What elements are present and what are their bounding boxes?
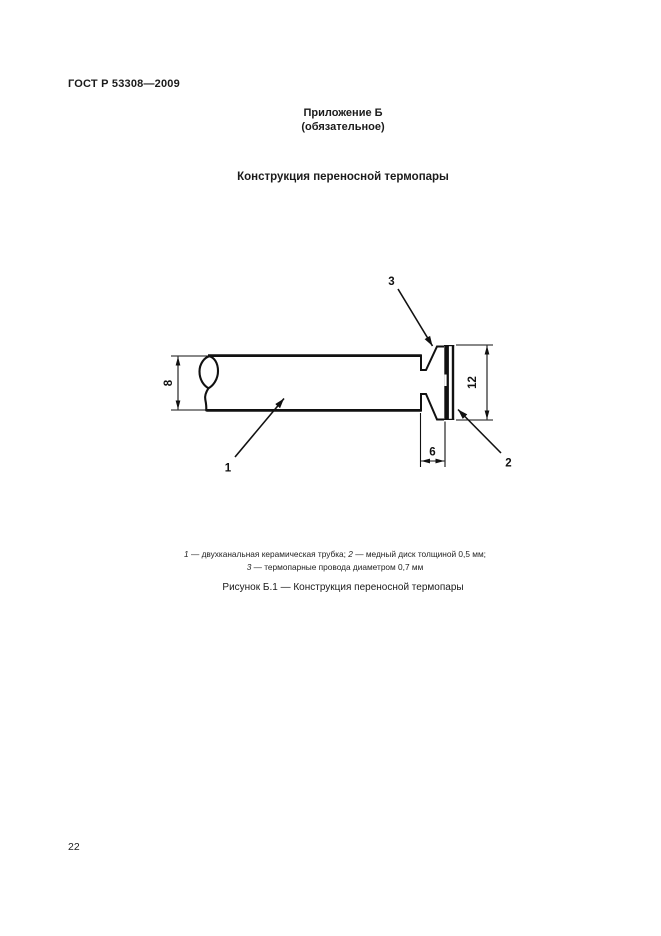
legend-num-2: 2 xyxy=(348,549,353,559)
legend-line-1 xyxy=(35,548,635,561)
legend-text-2: — медный диск толщиной 0,5 мм; xyxy=(352,549,486,559)
legend-line-2 xyxy=(35,561,635,574)
page-number: 22 xyxy=(68,841,80,853)
legend-num-1: 1 xyxy=(184,549,189,559)
legend-text-3: — термопарные провода диаметром 0,7 мм xyxy=(251,561,424,572)
callout-1-label: 1 xyxy=(224,462,232,475)
appendix-note: (обязательное) xyxy=(301,120,385,133)
thermocouple-drawing xyxy=(140,250,540,490)
wire-funnel xyxy=(421,347,444,420)
figure-caption: Рисунок Б.1 — Конструкция переносной термопары xyxy=(222,582,464,593)
ceramic-tube-outline xyxy=(207,356,422,411)
callout-1-leader xyxy=(235,399,284,458)
copper-disk xyxy=(444,345,454,420)
callout-3-leader xyxy=(398,289,433,346)
appendix-label: Приложение Б xyxy=(303,107,383,119)
standard-number: ГОСТ Р 53308—2009 xyxy=(68,78,180,90)
dimension-6-label: 6 xyxy=(429,446,436,459)
figure-legend xyxy=(35,548,635,573)
legend-text-1: — двухканальная керамическая трубка; xyxy=(188,549,349,559)
callout-2-leader xyxy=(458,410,501,454)
dimension-12-label: 12 xyxy=(467,376,480,389)
legend-num-3: 3 xyxy=(246,561,252,572)
twisted-wires-loop xyxy=(200,356,219,410)
dimension-8-label: 8 xyxy=(163,379,176,387)
callout-2-label: 2 xyxy=(505,457,512,470)
page-title: Конструкция переносной термопары xyxy=(237,171,449,183)
callout-3-label: 3 xyxy=(388,276,395,288)
appendix-block xyxy=(68,107,618,134)
dimension-6 xyxy=(421,413,446,467)
